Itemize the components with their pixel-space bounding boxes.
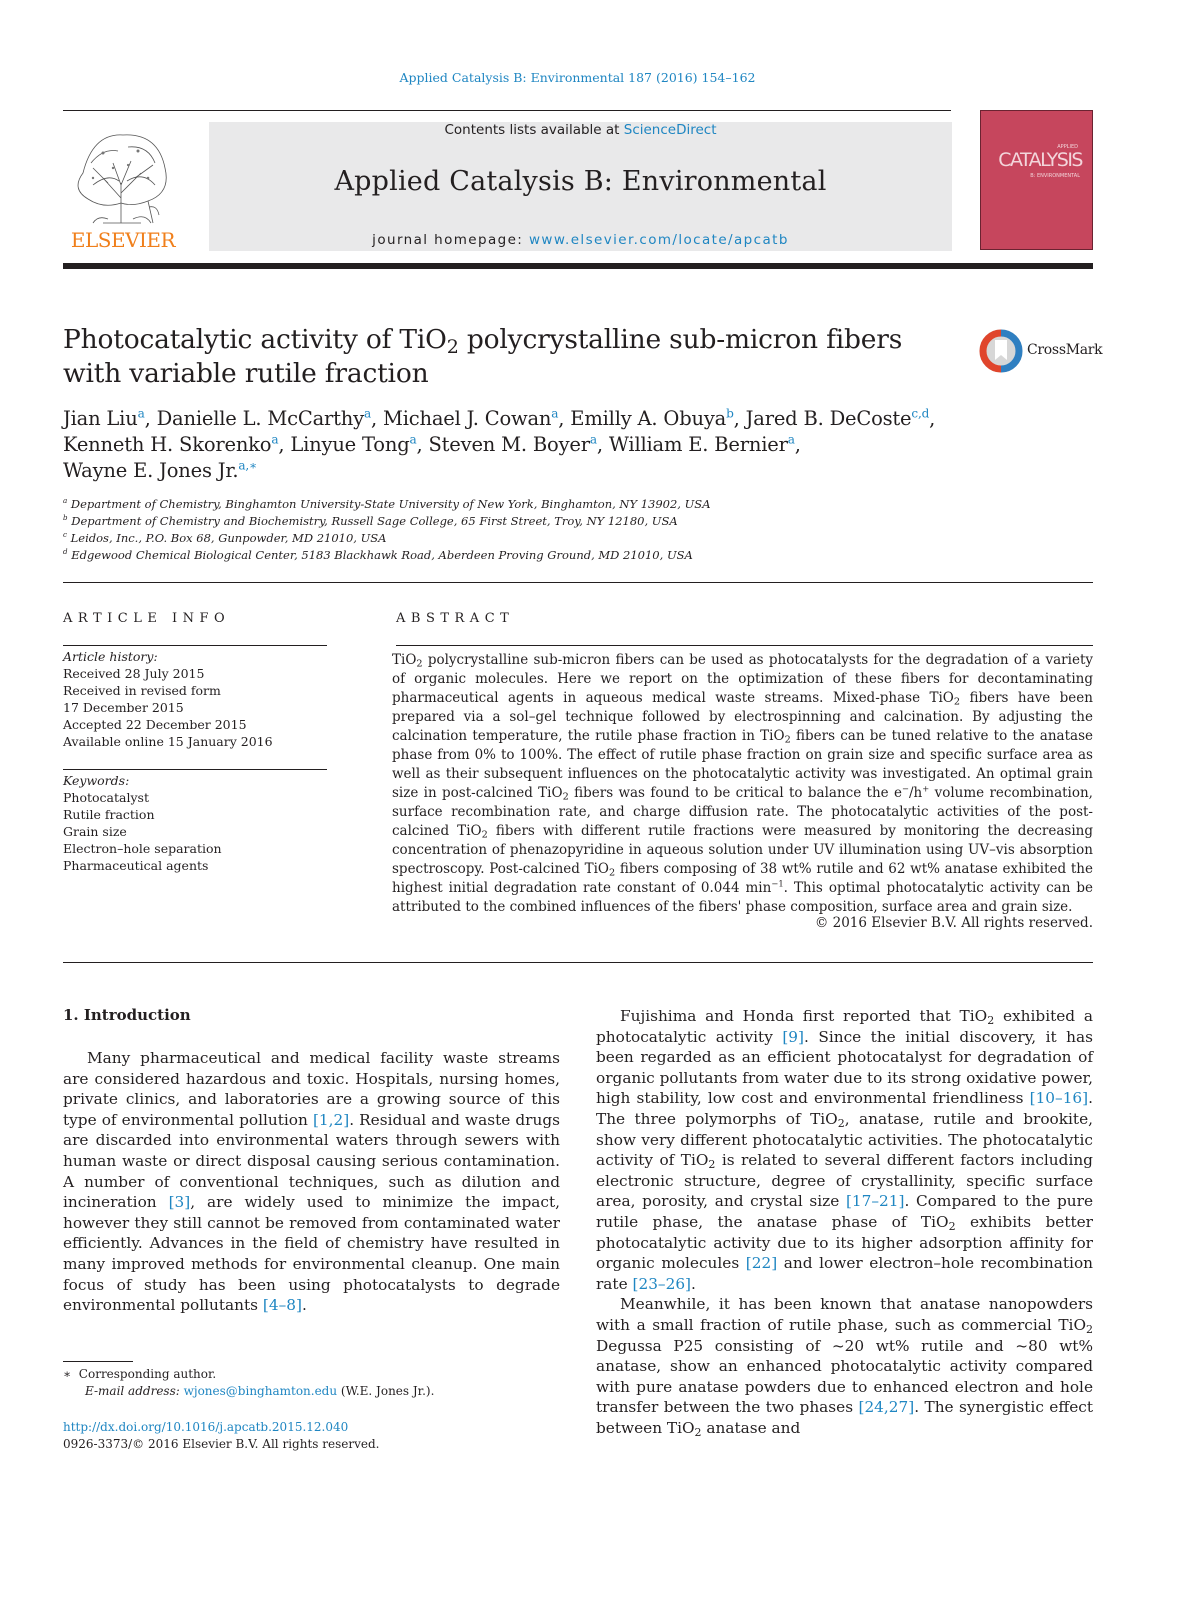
author-name: Jian Liu bbox=[63, 407, 138, 430]
citation-link[interactable]: [3] bbox=[168, 1193, 191, 1212]
keywords-label: Keywords: bbox=[63, 773, 130, 788]
section-heading-introduction: 1. Introduction bbox=[63, 1006, 191, 1024]
affiliation-mark: b bbox=[63, 513, 68, 523]
affiliation-text: Department of Chemistry, Binghamton University-State University of New York, Binghamton, NY 13902, USA bbox=[70, 497, 711, 511]
keyword-item: Rutile fraction bbox=[63, 806, 155, 822]
author-sep: , bbox=[733, 407, 746, 430]
divider bbox=[63, 582, 1093, 583]
history-item: 17 December 2015 bbox=[63, 699, 184, 715]
author-name: Danielle L. McCarthy bbox=[156, 407, 364, 430]
affiliation-text: Edgewood Chemical Biological Center, 5183 Blackhawk Road, Aberdeen Proving Ground, MD 21010, USA bbox=[71, 548, 693, 562]
author-name: William E. Bernier bbox=[608, 433, 788, 456]
affiliation-item bbox=[63, 513, 1063, 530]
citation-link[interactable]: [24,27] bbox=[858, 1398, 915, 1417]
journal-citation[interactable]: Applied Catalysis B: Environmental 187 (2016) 154–162 bbox=[399, 70, 756, 85]
history-item: Accepted 22 December 2015 bbox=[63, 716, 247, 732]
author-affil-mark[interactable]: a bbox=[551, 406, 559, 421]
footnote-line bbox=[63, 1366, 563, 1383]
citation-link[interactable]: [10–16] bbox=[1029, 1089, 1089, 1108]
author-list bbox=[63, 406, 1063, 484]
issn-line: 0926-3373/© 2016 Elsevier B.V. All rights reserved. bbox=[63, 1437, 380, 1451]
homepage-prefix: journal homepage: bbox=[372, 232, 529, 248]
author-name: Jared B. DeCoste bbox=[745, 407, 912, 430]
footnote-rule bbox=[63, 1361, 133, 1362]
abstract-copyright: © 2016 Elsevier B.V. All rights reserved. bbox=[814, 915, 1093, 931]
keywords bbox=[63, 773, 327, 874]
corresponding-author-footnote bbox=[63, 1366, 563, 1400]
citation-link[interactable]: [9] bbox=[782, 1027, 804, 1046]
article-history bbox=[63, 649, 327, 750]
keyword-item: Photocatalyst bbox=[63, 789, 149, 805]
history-item: Received 28 July 2015 bbox=[63, 665, 205, 681]
cover-title: CATALYSIS bbox=[998, 149, 1082, 171]
doi-block bbox=[63, 1419, 563, 1453]
header-rule-thick bbox=[63, 263, 1093, 269]
author-affil-mark[interactable]: a,∗ bbox=[238, 458, 258, 473]
contents-line bbox=[209, 122, 952, 138]
author-sep: , bbox=[596, 433, 609, 456]
cover-applied-label: APPLIED bbox=[1057, 144, 1078, 150]
author-affil-mark[interactable]: a bbox=[271, 432, 279, 447]
author-affil-mark[interactable]: a bbox=[409, 432, 417, 447]
journal-header-box bbox=[209, 122, 952, 251]
journal-cover-thumbnail[interactable] bbox=[980, 110, 1093, 250]
author-sep: , bbox=[558, 407, 571, 430]
title-text-2: polycrystalline sub-micron fibers with variable rutile fraction bbox=[63, 324, 903, 389]
author-name: Wayne E. Jones Jr. bbox=[63, 459, 239, 482]
author-sep: , bbox=[278, 433, 291, 456]
title-subscript: 2 bbox=[446, 335, 459, 358]
citation-link[interactable]: [4–8] bbox=[262, 1296, 302, 1315]
header-rule-thin bbox=[63, 110, 951, 111]
author-name: Emilly A. Obuya bbox=[570, 407, 727, 430]
body-column-left bbox=[63, 1048, 560, 1316]
cover-subtitle: B: ENVIRONMENTAL bbox=[1030, 173, 1080, 179]
journal-homepage-line bbox=[209, 232, 952, 248]
divider bbox=[396, 645, 1093, 646]
author-sep: , bbox=[416, 433, 429, 456]
author-affil-mark[interactable]: a bbox=[137, 406, 145, 421]
affiliation-text: Department of Chemistry and Biochemistry, Russell Sage College, 65 First Street, Troy, NY 12180, USA bbox=[71, 514, 678, 528]
author-name: Kenneth H. Skorenko bbox=[63, 433, 272, 456]
affiliation-item bbox=[63, 547, 1063, 564]
footnote-mark: ∗ bbox=[63, 1367, 72, 1381]
affiliation-text: Leidos, Inc., P.O. Box 68, Gunpowder, MD 21010, USA bbox=[70, 531, 387, 545]
keyword-item: Electron–hole separation bbox=[63, 840, 222, 856]
footnote-text: Corresponding author. bbox=[78, 1367, 217, 1381]
title-text-1: Photocatalytic activity of TiO bbox=[63, 324, 447, 355]
affiliation-mark: c bbox=[63, 530, 67, 540]
affiliation-mark: d bbox=[63, 547, 68, 557]
author-sep: , bbox=[370, 407, 383, 430]
article-title bbox=[63, 323, 963, 391]
author-affil-mark[interactable]: a bbox=[787, 432, 795, 447]
affiliation-item bbox=[63, 496, 1063, 513]
email-link[interactable]: wjones@binghamton.edu bbox=[183, 1384, 338, 1398]
crossmark-icon[interactable] bbox=[978, 328, 1024, 374]
journal-name: Applied Catalysis B: Environmental bbox=[334, 166, 827, 197]
author-name: Michael J. Cowan bbox=[382, 407, 552, 430]
author-affil-mark[interactable]: a bbox=[363, 406, 371, 421]
affiliation-list bbox=[63, 496, 1063, 564]
author-affil-mark[interactable]: b bbox=[726, 406, 734, 421]
paragraph: Many pharmaceutical and medical facility waste streams are considered hazardous and toxic. Hospitals, nursing homes, private clinics, and laboratories are a growing source of this type of environmental pollution [1,2]. Residual and waste drugs are discarded into environmental waters through sewers with human waste or direct disposal causing serious contamination. A number of conventional techniques, such as dilution and incineration [3], are widely used to minimize the impact, however they still cannot be removed from contaminated water efficiently. Advances in the field of chemistry have resulted in many improved methods for environmental cleanup. One main focus of study has been using photocatalysts to degrade environmental pollutants [4–8]. bbox=[63, 1049, 560, 1315]
elsevier-wordmark: ELSEVIER bbox=[70, 228, 176, 252]
contents-prefix: Contents lists available at bbox=[444, 122, 624, 138]
abstract-heading: ABSTRACT bbox=[396, 611, 515, 626]
paragraph: Fujishima and Honda first reported that TiO$_2$ exhibited a photocatalytic activity [9]. Since the initial discovery, it has been regarded as an efficient photocatalyst for degradation of organic pollutants from water due to its strong oxidative power, high stability, low cost and environmental friendliness [10–16]. The three polymorphs of TiO$_2$, anatase, rutile and brookite, show very different photocatalytic activities. The photocatalytic activity of TiO$_2$ is related to several different factors including electronic structure, degree of crystallinity, specific surface area, porosity, and crystal size [17–21]. Compared to the pure rutile phase, the anatase phase of TiO$_2$ exhibits better photocatalytic activity due to its higher adsorption affinity for organic molecules [22] and lower electron–hole recombination rate [23–26]. bbox=[596, 1007, 1094, 1293]
affiliation-mark: a bbox=[63, 496, 68, 506]
author-name: Steven M. Boyer bbox=[428, 433, 590, 456]
sciencedirect-link[interactable]: ScienceDirect bbox=[623, 122, 717, 138]
email-label: E-mail address: bbox=[85, 1384, 184, 1398]
email-line bbox=[63, 1383, 563, 1400]
affiliation-item bbox=[63, 530, 1063, 547]
citation-link[interactable]: [1,2] bbox=[312, 1110, 350, 1129]
paragraph: Meanwhile, it has been known that anatase nanopowders with a small fraction of rutile phase, such as commercial TiO$_2$ Degussa P25 consisting of ~20 wt% rutile and ~80 wt% anatase, show an enhanced photocatalytic activity compared with pure anatase powders due to enhanced electron and hole transfer between the two phases [24,27]. The synergistic effect between TiO$_2$ anatase and bbox=[596, 1295, 1093, 1439]
citation-link[interactable]: [22] bbox=[745, 1254, 778, 1273]
author-affil-mark[interactable]: c,d bbox=[911, 406, 930, 421]
citation-link[interactable]: [17–21] bbox=[845, 1192, 905, 1211]
author-sep: , bbox=[929, 407, 936, 430]
crossmark-label[interactable]: CrossMark bbox=[1027, 342, 1103, 358]
homepage-link[interactable]: www.elsevier.com/locate/apcatb bbox=[528, 232, 789, 248]
article-info-heading: ARTICLE INFO bbox=[63, 611, 231, 626]
history-item: Received in revised form bbox=[63, 682, 221, 698]
divider bbox=[63, 769, 327, 770]
history-item: Available online 15 January 2016 bbox=[63, 733, 273, 749]
citation-link[interactable]: [23–26] bbox=[632, 1274, 692, 1293]
author-sep: , bbox=[144, 407, 157, 430]
keyword-item: Pharmaceutical agents bbox=[63, 857, 209, 873]
body-column-right bbox=[596, 1006, 1093, 1438]
divider bbox=[63, 962, 1093, 963]
author-affil-mark[interactable]: a bbox=[589, 432, 597, 447]
keyword-item: Grain size bbox=[63, 823, 127, 839]
doi-link[interactable]: http://dx.doi.org/10.1016/j.apcatb.2015.12.040 bbox=[63, 1420, 349, 1434]
email-suffix: (W.E. Jones Jr.). bbox=[337, 1384, 435, 1398]
abstract-text: TiO$_2$ polycrystalline sub-micron fibers can be used as photocatalysts for the degradation of a variety of organic molecules. Here we report on the optimization of these fibers for decontaminating pharmaceutical agents in aqueous medical waste streams. Mixed-phase TiO$_2$ fibers have been prepared via a sol–gel technique followed by electrospinning and calcination. By adjusting the calcination temperature, the rutile phase fraction in TiO$_2$ fibers can be tuned relative to the anatase phase from 0% to 100%. The effect of rutile phase fraction on grain size and specific surface area as well as their subsequent influences on the photocatalytic activity was investigated. An optimal grain size in post-calcined TiO$_2$ fibers was found to be critical to balance the e−/h+ volume recombination, surface recombination rate, and charge diffusion rate. The photocatalytic activities of the post-calcined TiO$_2$ fibers with different rutile fractions were measured by monitoring the decreasing concentration of phenazopyridine in aqueous solution under UV illumination using UV–vis absorption spectroscopy. Post-calcined TiO$_2$ fibers composing of 38 wt% rutile and 62 wt% anatase exhibited the highest initial degradation rate constant of 0.044 $\min^{-1}$. This optimal photocatalytic activity can be attributed to the combined influences of the fibers' phase composition, surface area and grain size. bbox=[392, 652, 1094, 915]
author-name: Linyue Tong bbox=[290, 433, 410, 456]
history-label: Article history: bbox=[63, 649, 158, 664]
author-sep: , bbox=[794, 433, 801, 456]
divider bbox=[63, 645, 327, 646]
